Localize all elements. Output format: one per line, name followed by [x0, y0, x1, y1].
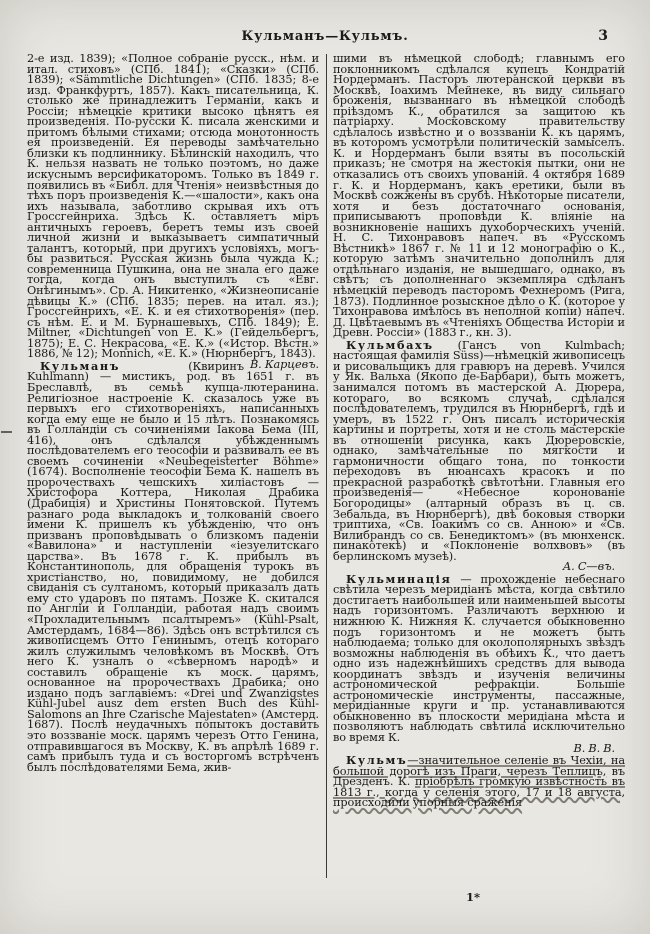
author-signature-kartsev: В. Карцевъ.: [249, 357, 319, 371]
entry-headword-kulm: Кульмъ: [346, 753, 408, 768]
column-left: [27, 54, 319, 882]
entry-text: (Квиринъ Kuhlmann) — мистикъ, род. въ 1651 г. въ Бреславлѣ, въ семьѣ купца-лютеранина. Религіозное настроеніе К. сказалось уже въ первыхъ его стихотвореніяхъ, написанныхъ когда ему еще не было и 15 лѣтъ. Познакомясь въ Голландіи съ сочиненіями Іакова Бема (III, 416), онъ сдѣлался убѣжденнымъ послѣдователемъ его теософіи и развивалъ ее въ своемъ сочиненіи «Neubegeisterter Böhme» (1674). Восполненіе теософіи Бема К. нашелъ въ пророчествахъ чешскихъ хиліастовъ — Христофора Коттера, Николая Драбика (Драбиція) и Христины Понятовской. Путемъ разнаго рода выкладокъ и толкованій своего имени К. пришелъ къ убѣжденію, что онъ призванъ проповѣдывать о близкомъ паденіи «Вавилона» и наступленіи «іезуелитскаго царства». Въ 1678 г. К. прибылъ въ Константинополь, для обращенія турокъ въ христіанство, но, повидимому, не добился свиданія съ султаномъ, который приказалъ дать ему сто ударовъ по пятамъ. Позже К. скитался по Англіи и Голландіи, работая надъ своимъ «Прохладительнымъ псалтыремъ» (Kühl-Psalt, Амстердамъ, 1684—86). Здѣсь онъ встрѣтился съ живописцемъ Отто Генинымъ, отецъ котораго жилъ служилымъ человѣкомъ въ Москвѣ. Отъ него К. узналъ о «сѣверномъ народѣ» и составилъ обращеніе къ моск. царямъ, основанное на пророчествахъ Драбика; оно издано подъ заглавіемъ: «Drei und Zwanzigstes Kühl-Jubel ausz dem ersten Buch des Kühl-Salomons an Ihre Czarische Majestaten» (Амстерд. 1687). Послѣ неудачныхъ попытокъ доставить это воззваніе моск. царямъ черезъ Отто Генина, отправившагося въ Москву, К. въ апрѣлѣ 1689 г. самъ прибылъ туда и съ восторгомъ встрѣченъ былъ послѣдователями Бема, жив-: [27, 359, 319, 774]
paragraph-text: шими въ нѣмецкой слободѣ; главнымъ его поклонникомъ сдѣлался купецъ Кондратій Нордерманъ. Пасторъ лютеранской церкви въ Москвѣ, Іоахимъ Мейнеке, въ виду сильнаго броженія, вызваннаго въ нѣмецкой слободѣ пріѣздомъ К., обратился за защитою къ патріарху. Московскому правительству сдѣлалось извѣстно и о воззваніи К. къ царямъ, въ которомъ усмотрѣли политическій замыселъ. К. и Нордерманъ были взяты въ посольскій приказъ; не смотря на жестокія пытки, они не отказались отъ своихъ упованій. 4 октября 1689 г. К. и Нордерманъ, какъ еретики, были въ Москвѣ сожжены въ срубѣ. Нѣкоторые писатели, хотя и безъ достаточнаго основанія, приписываютъ проповѣди К. вліяніе на возникновеніе нашихъ духоборческихъ ученій. Н. С. Тихонравовъ напеч. въ «Русскомъ Вѣстникѣ» 1867 г. № 11 и 12 монографію о К., которую затѣмъ значительно дополнилъ для отдѣльнаго изданія, не вышедшаго, однако, въ свѣтъ; съ дополненнаго экземпляра сдѣланъ нѣмецкій переводъ пасторомъ Фехнеромъ (Рига, 1873). Подлинное розыскное дѣло о К. (которое у Тихонравова имѣлось въ неполной копіи) напеч. Д. Цвѣтаевымъ въ «Чтеніяхъ Общества Исторіи и Древн. Россіи» (1883 г., кн. 3).: [333, 54, 625, 340]
text-block: [27, 54, 625, 882]
entry-text: (Гансъ von Kulmbach; настоящая фамилія Süss)—нѣмецкій живописецъ и рисовальщикъ для гравюръ на деревѣ. Учился у Як. Вальха (Якопо де-Барбари), быть можетъ, занимался потомъ въ мастерской А. Дюрера, котораго, во всякомъ случаѣ, сдѣлался послѣдователемъ, трудился въ Нюрнбергѣ, гдѣ и умеръ, въ 1522 г. Онъ писалъ историческія картины и портреты, хотя и не столь мастерскіе въ отношеніи рисунка, какъ Дюреровскіе, однако, замѣчательные по мягкости и гармоничности общаго тона, по тонкости переходовъ въ нюансахъ красокъ и по прекрасной разработкѣ свѣтотѣни. Главныя его произведенія— «Небесное коронованіе Богородицы» (алтарный образъ въ ц. св. Зебальда, въ Нюрнбергѣ), двѣ боковыя створки триптиха, «Св. Іоакимъ со св. Анною» и «Св. Вилибрандъ со св. Бенедиктомъ» (въ мюнхенск. пинакотекѣ) и «Поклоненіе волхвовъ» (въ берлинскомъ музеѣ).: [333, 338, 625, 563]
paragraph-text: 2-е изд. 1839); «Полное собраніе русск., нѣм. и итал. стиховъ» (СПб. 1841); «Сказки» (СПб. 1839); «Sämmtliche Dichtungen» (СПб. 1835; 8-е изд. Франкфуртъ, 1857). Какъ писательница, К. столько же принадлежитъ Германіи, какъ и Россіи; нѣмецкіе критики высоко цѣнятъ ея произведенія. По-русски К. писала женскими и притомъ бѣлыми стихами; отсюда монотонность ея произведеній. Ея переводы замѣчательно близки къ подлиннику. Бѣлинскій находилъ, что К. нельзя назвать не только поэтомъ, но даже искуснымъ версификаторомъ. Только въ 1849 г. появились въ «Библ. для Чтенія» неизвѣстныя до тѣхъ поръ произведенія К.—«шалости», какъ она ихъ называла, заботливо скрывая ихъ отъ Гроссгейнриха. Здѣсь К. оставляетъ міръ античныхъ героевъ, беретъ темы изъ своей личной жизни и выказываетъ симпатичный талантъ, который, при другихъ условіяхъ, могъ-бы развиться. Русская жизнь была чужда К.; современница Пушкина, она не знала его даже тогда, когда онъ выступилъ съ «Евг. Онѣгинымъ». Ср. А. Никитенко, «Жизнеописаніе дѣвицы К.» (СПб. 1835; перев. на итал. яз.); Гроссгейнрихъ, «Е. К. и ея стихотворенія» (пер. съ нѣм. Е. и М. Бурнашевыхъ, СПб. 1849); E. Miltner, «Dichtungen von E. K.» (Гейдельбергъ, 1875); Е. С. Некрасова, «Е. К.» («Истор. Вѣстн.» 1886, № 12); Monnich, «Е. К.» (Нюрнбергъ, 1843).: [27, 54, 319, 361]
margin-pencil-mark: [1, 431, 12, 433]
paragraph-kuhlmann-continuation: [333, 54, 625, 339]
entry-headword-kulminatsia: Кульминація: [346, 571, 452, 586]
entry-text: — прохожденіе небеснаго свѣтила черезъ меридіанъ мѣста, когда свѣтило достигаетъ наибольшей или наименьшей высоты надъ горизонтомъ. Различаютъ верхнюю и нижнюю К. Нижняя К. случается обыкновенно подъ горизонтомъ и не можетъ быть наблюдаема; только для околополярныхъ звѣздъ возможны наблюденія въ обѣихъ К., что даетъ одно изъ надежнѣйшихъ средствъ для вывода координатъ звѣздъ и изученія величины астрономической рефракціи. Большіе астрономическіе инструменты, пассажные, меридіанные круги и пр. устанавливаются обыкновенно въ плоскости меридіана мѣста и позволяютъ наблюдать свѣтила исключительно во время К.: [333, 572, 625, 744]
column-divider-rule: [326, 54, 327, 878]
entry-headword-kulmbach: Кульмбахъ: [346, 337, 434, 352]
entry-headword-kuhlmann: Кульманъ: [40, 358, 121, 373]
pencil-underlined-text: —значительное селеніе въ Чехіи, на большой дорогѣ изъ Праги, черезъ Теплицъ,: [333, 754, 625, 778]
pencil-underlined-text: пріобрѣлъ громкую извѣстность въ 1813 г.,: [333, 775, 625, 799]
pencil-wavy-underlined-text: когда у селенія этого, 17 и 18 августа, происходили упорныя сраженія: [333, 785, 625, 810]
page-number: 3: [598, 28, 608, 44]
column-right: [333, 54, 625, 882]
entry-kulm: [333, 755, 625, 809]
entry-kuhlmann: [27, 357, 319, 774]
entry-kulmbach: [333, 337, 625, 563]
running-header-title: Кульманъ—Кульмъ.: [241, 29, 409, 44]
author-signature-vvv: В. В. В.: [573, 741, 615, 755]
entry-text: въ Дрезденъ. К.: [333, 764, 625, 789]
author-signature-as: А. С—въ.: [562, 560, 615, 574]
printer-signature-mark: 1*: [466, 890, 481, 904]
entry-kulminatsia: [333, 571, 625, 744]
